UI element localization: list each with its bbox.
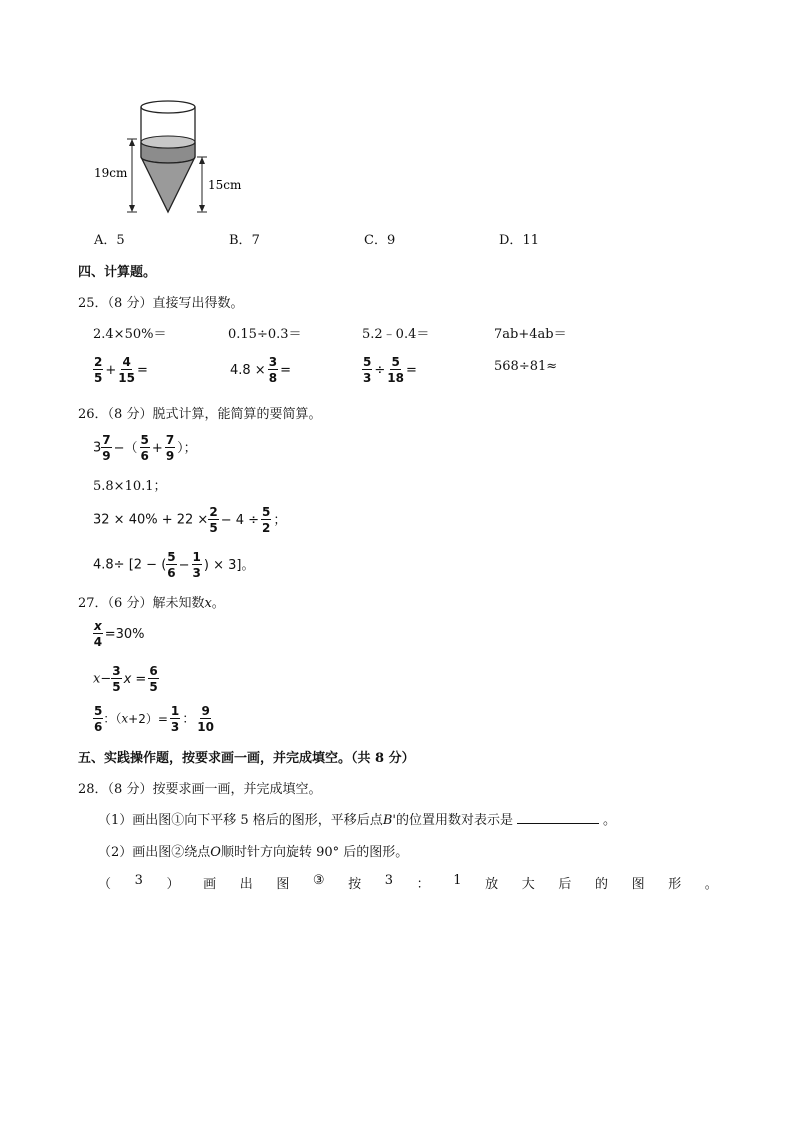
q27-eq1: $\frac{x}{4}$ =30%: [93, 619, 145, 649]
fraction: $\frac{2}{5}$: [94, 355, 103, 385]
fraction: $\frac{3}{5}$: [112, 664, 121, 694]
q28-sub3: （ 3 ） 画 出 图 ③ 按 3 ： 1 放 大 后 的 图 形 。: [98, 873, 718, 892]
cylinder-top-rim: [141, 101, 195, 113]
fraction: $\frac{9}{10}$: [197, 704, 214, 734]
fraction: $\frac{7}{9}$: [165, 433, 175, 463]
q26-header: 26．（8 分）脱式计算，能简算的要简算。: [78, 407, 322, 422]
q27-eq2: x− $\frac{3}{5}$ x = $\frac{6}{5}$: [93, 664, 158, 694]
fraction: $\frac{x}{4}$: [93, 619, 103, 649]
q25-r1-e1: 2.4×50%＝: [93, 327, 167, 342]
fraction: $\frac{1}{3}$: [170, 704, 180, 734]
answer-blank[interactable]: [517, 811, 599, 824]
q25-header: 25．（8 分）直接写出得数。: [78, 296, 244, 311]
q28-sub1: （1）画出图①向下平移 5 格后的图形，平移后点B'的位置用数对表示是 。: [98, 813, 616, 828]
q25-r2-e1: $\frac{2}{5}$ + $\frac{4}{15}$ =: [94, 355, 148, 385]
figure-label-15cm: 15cm: [208, 178, 242, 192]
right-arrow-down: [199, 205, 205, 212]
q26-expr1: 3 $\frac{7}{9}$ −（ $\frac{5}{6}$ + $\frac{7}{9}$ ）；: [93, 433, 197, 463]
q25-r1-e4: 7ab+4ab＝: [494, 327, 567, 342]
left-arrow-up: [129, 139, 135, 146]
q24-option-b[interactable]: B．7: [229, 233, 260, 248]
fraction: $\frac{3}{8}$: [268, 355, 278, 385]
fraction: $\frac{5}{18}$: [387, 355, 404, 385]
q24-option-d[interactable]: D．11: [499, 233, 539, 248]
fraction: $\frac{4}{15}$: [118, 355, 135, 385]
fraction: $\frac{1}{3}$: [192, 550, 201, 580]
cone-shape: [141, 157, 195, 212]
q27-eq3: $\frac{5}{6}$ ：（x+2）= $\frac{1}{3}$ ： $\frac{9}{10}$: [94, 704, 214, 734]
figure-label-19cm: 19cm: [94, 166, 128, 180]
left-arrow-down: [129, 205, 135, 212]
fraction: $\frac{5}{6}$: [94, 704, 103, 734]
q25-r1-e3: 5.2﹣0.4＝: [362, 327, 430, 342]
section5-title: 五、实践操作题，按要求画一画，并完成填空。（共 8 分）: [78, 751, 415, 766]
q28-header: 28．（8 分）按要求画一画，并完成填空。: [78, 782, 322, 797]
q25-r1-e2: 0.15÷0.3＝: [228, 327, 302, 342]
fraction: $\frac{5}{2}$: [262, 505, 271, 535]
fraction: $\frac{7}{9}$: [102, 433, 111, 463]
fraction: $\frac{5}{3}$: [363, 355, 372, 385]
section4-title: 四、计算题。: [78, 265, 157, 280]
cylinder-cone-figure: [90, 95, 260, 220]
fraction: $\frac{6}{5}$: [149, 664, 158, 694]
q25-r2-e2: 4.8 × $\frac{3}{8}$ =: [230, 355, 291, 385]
fraction: $\frac{2}{5}$: [209, 505, 218, 535]
q25-r2-e3: $\frac{5}{3}$ ÷ $\frac{5}{18}$ =: [363, 355, 417, 385]
water-surface: [141, 136, 195, 148]
q27-header: 27．（6 分）解未知数x。: [78, 596, 225, 611]
q24-option-a[interactable]: A．5: [94, 233, 125, 248]
right-arrow-up: [199, 157, 205, 164]
fraction: $\frac{5}{6}$: [140, 433, 149, 463]
q25-r2-e4: 568÷81≈: [494, 359, 558, 374]
q24-option-c[interactable]: C．9: [364, 233, 396, 248]
q26-expr4: 4.8÷ [2 − ( $\frac{5}{6}$ − $\frac{1}{3}$ ) × 3]。: [93, 550, 255, 580]
q26-expr3: 32 × 40% + 22 × $\frac{2}{5}$ − 4 ÷ $\frac{5}{2}$ ；: [93, 505, 287, 535]
q26-expr2: 5.8×10.1；: [93, 479, 167, 494]
q28-sub2: （2）画出图②绕点O顺时针方向旋转 90° 后的图形。: [98, 845, 409, 860]
fraction: $\frac{5}{6}$: [167, 550, 176, 580]
